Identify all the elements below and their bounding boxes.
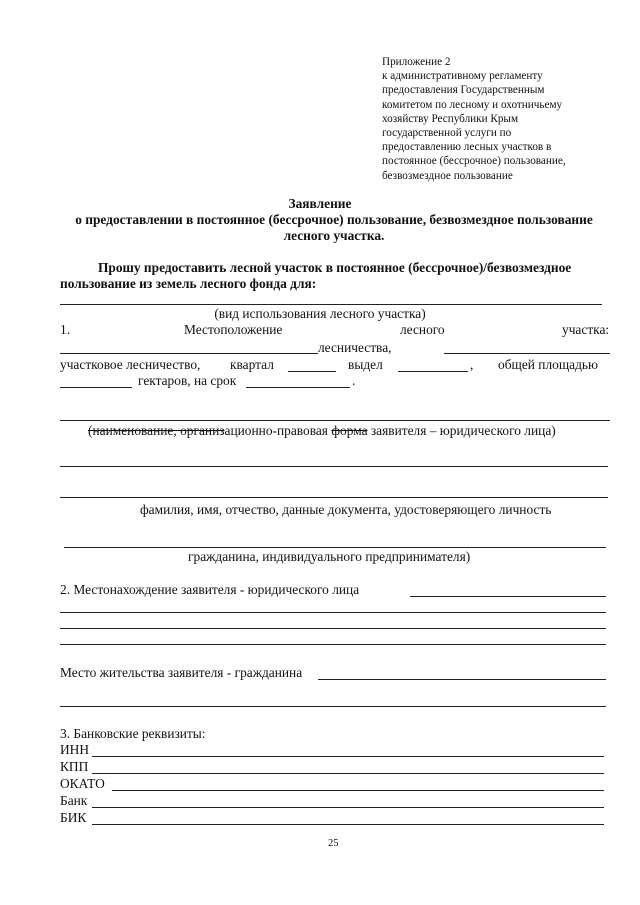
plot-label: выдел — [348, 357, 383, 372]
annex-line: комитетом по лесному и охотничьему — [382, 98, 563, 111]
area-field[interactable] — [60, 387, 132, 388]
person-doc-field[interactable] — [64, 547, 606, 548]
kpp-label: КПП — [60, 759, 89, 774]
legal-address-label: 2. Местонахождение заявителя - юридического лица — [60, 582, 360, 597]
document-title: Заявление — [288, 196, 352, 211]
usage-hint: (вид использования лесного участка) — [214, 306, 426, 321]
residence-label: Место жительства заявителя - гражданина — [60, 665, 303, 680]
legal-address-field[interactable] — [410, 596, 606, 597]
inn-label: ИНН — [60, 742, 90, 757]
forestry-label: лесничества, — [318, 340, 392, 355]
legal-address-field-4[interactable] — [60, 644, 606, 645]
hectares-label: гектаров, на срок — [138, 373, 237, 388]
okato-field[interactable] — [112, 790, 604, 791]
forestry-field[interactable] — [60, 353, 318, 354]
residence-field[interactable] — [318, 679, 606, 680]
person-hint-2: гражданина, индивидуального предпринимателя) — [188, 549, 471, 564]
applicant-hint: (наименование, организационно-правовая форма заявителя – юридического лица) — [88, 423, 556, 438]
annex-line: предоставлению лесных участков в — [382, 141, 552, 154]
okato-label: ОКАТО — [60, 776, 105, 791]
plot-field[interactable] — [398, 371, 468, 372]
request-text-2: пользование из земель лесного фонда для: — [60, 276, 317, 291]
bank-label: Банк — [60, 793, 88, 808]
period-field[interactable] — [246, 387, 350, 388]
area-label: общей площадью — [498, 357, 598, 372]
annex-line: хозяйству Республики Крым — [382, 112, 519, 125]
annex-line: государственной услуги по — [382, 127, 512, 140]
annex-line: предоставления Государственным — [382, 84, 545, 97]
document-subtitle: о предоставлении в постоянное (бессрочное) пользование, безвозмездное пользование — [75, 212, 593, 227]
district-label: участковое лесничество, — [60, 357, 201, 372]
inn-field[interactable] — [92, 756, 604, 757]
person-hint: фамилия, имя, отчество, данные документа, удостоверяющего личность — [140, 502, 552, 517]
location-word: участка: — [562, 322, 610, 337]
legal-address-field-2[interactable] — [60, 612, 606, 613]
person-name-field[interactable] — [60, 497, 608, 498]
quarter-label: квартал — [230, 357, 274, 372]
bik-field[interactable] — [92, 824, 604, 825]
location-word: Местоположение — [184, 322, 283, 337]
annex-line: к административному регламенту — [382, 70, 543, 83]
applicant-extra-field[interactable] — [60, 466, 608, 467]
annex-line: постоянное (бессрочное) пользование, — [382, 155, 566, 168]
quarter-field[interactable] — [288, 371, 336, 372]
residence-field-2[interactable] — [60, 706, 606, 707]
bik-label: БИК — [60, 810, 87, 825]
section-number: 1. — [60, 322, 71, 337]
forestry-extra-field[interactable] — [444, 353, 610, 354]
page-number: 25 — [328, 838, 339, 849]
bank-field[interactable] — [92, 807, 604, 808]
legal-address-field-3[interactable] — [60, 628, 606, 629]
bank-details-title: 3. Банковские реквизиты: — [60, 726, 206, 741]
kpp-field[interactable] — [92, 773, 604, 774]
annex-line: Приложение 2 — [382, 56, 451, 68]
annex-line: безвозмездное пользование — [382, 169, 513, 182]
request-text: Прошу предоставить лесной участок в постоянное (бессрочное)/безвозмездное — [98, 260, 572, 275]
location-word: лесного — [400, 322, 445, 337]
document-subtitle-end: лесного участка. — [283, 228, 385, 243]
applicant-name-field[interactable] — [60, 420, 610, 421]
annex-note — [382, 55, 622, 183]
usage-field[interactable] — [60, 304, 602, 305]
